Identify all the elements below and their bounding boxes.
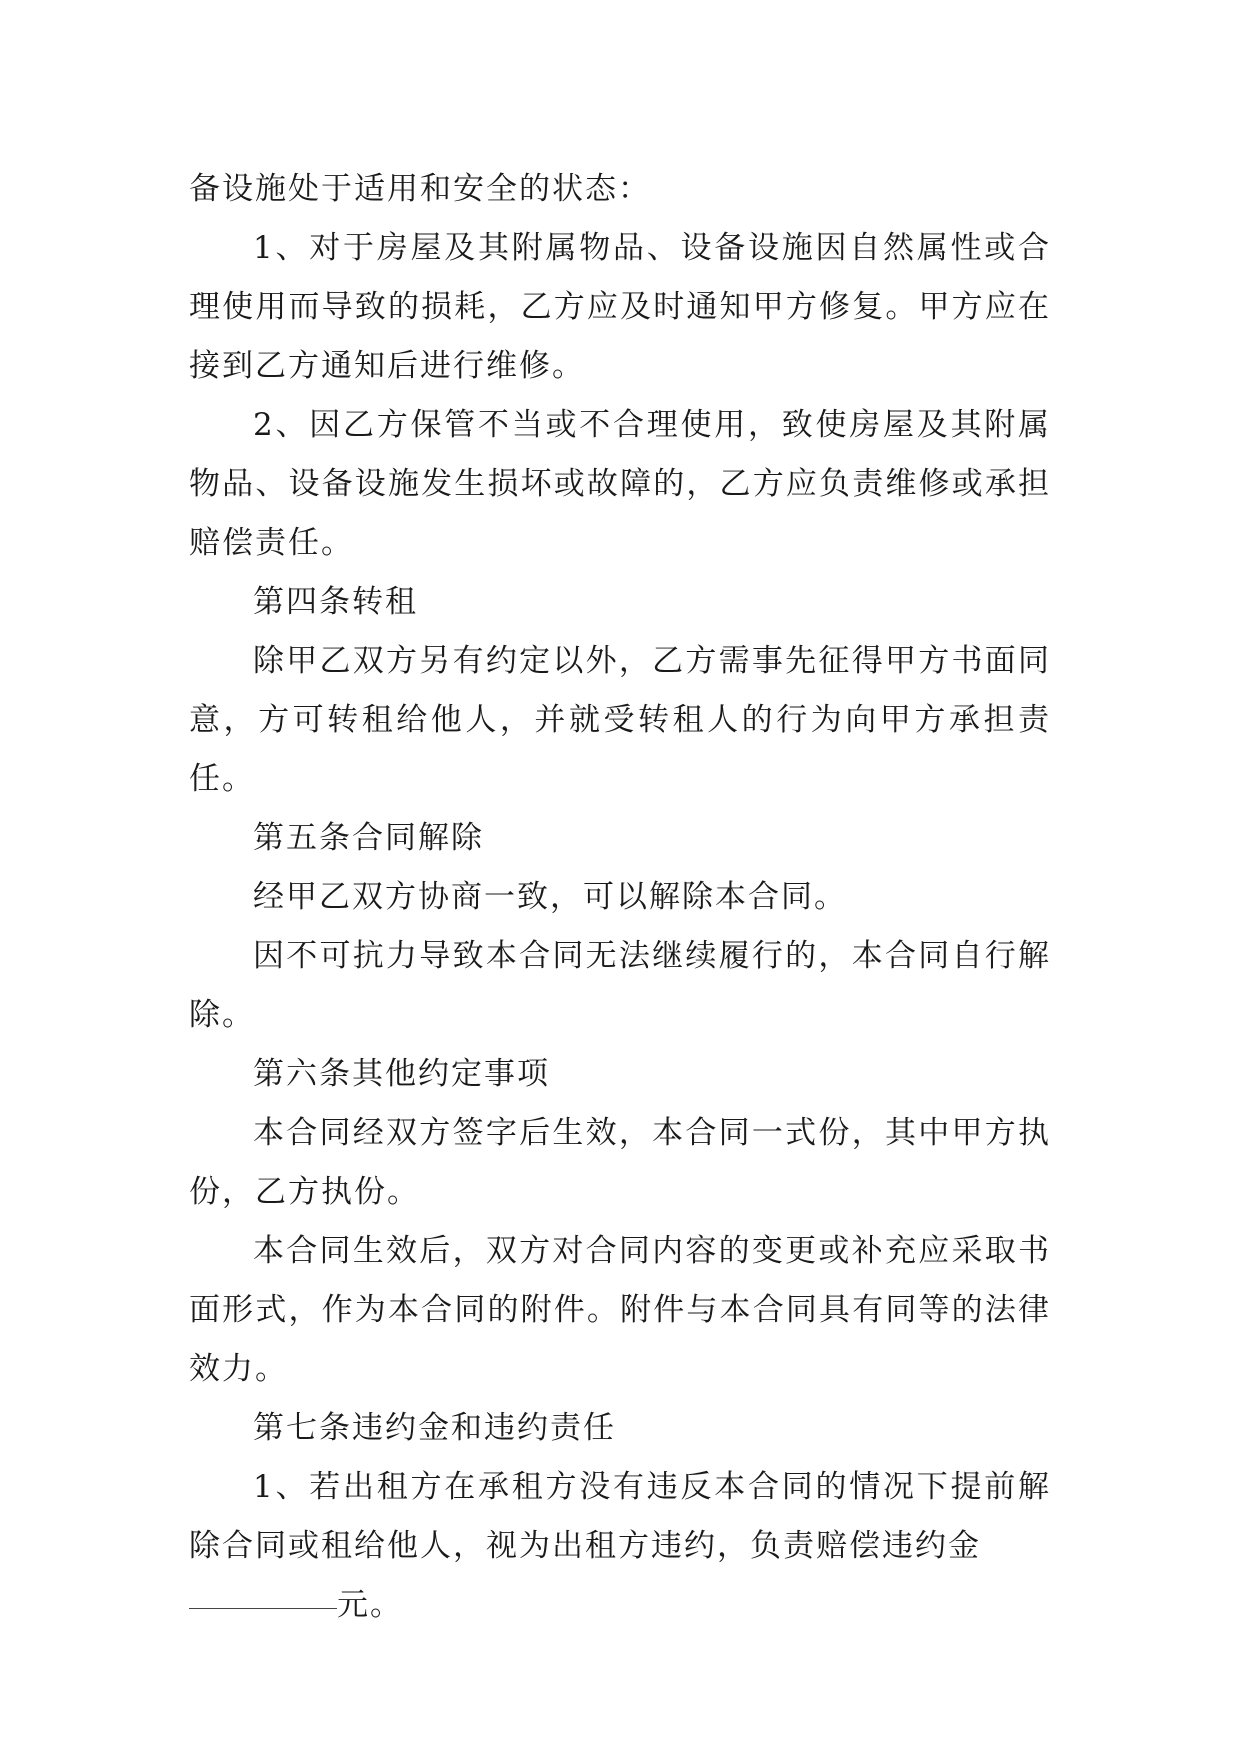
- paragraph-other-1: 本合同经双方签字后生效，本合同一式份，其中甲方执份，乙方执份。: [189, 1115, 1051, 1210]
- paragraph-penalty-text: 1、若出租方在承租方没有违反本合同的情况下提前解除合同或租给他人，视为出租方违约，负责赔偿违约金: [189, 1469, 1051, 1564]
- section-heading-4: 第四条转租: [253, 584, 418, 620]
- paragraph-item-2: 2、因乙方保管不当或不合理使用，致使房屋及其附属物品、设备设施发生损坏或故障的，乙方应负责维修或承担赔偿责任。: [189, 407, 1051, 561]
- section-heading-7: 第七条违约金和违约责任: [253, 1410, 616, 1446]
- paragraph-continuation: 备设施处于适用和安全的状态：: [189, 171, 651, 207]
- paragraph-penalty-1: [189, 1458, 1051, 1635]
- paragraph-sublet: 除甲乙双方另有约定以外，乙方需事先征得甲方书面同意，方可转租给他人，并就受转租人的行为向甲方承担责任。: [189, 643, 1051, 797]
- paragraph-termination-2: 因不可抗力导致本合同无法继续履行的，本合同自行解除。: [189, 938, 1051, 1033]
- document-page: [189, 160, 1051, 1635]
- amount-suffix: 元。: [337, 1587, 403, 1623]
- paragraph-item-1: 1、对于房屋及其附属物品、设备设施因自然属性或合理使用而导致的损耗，乙方应及时通知甲方修复。甲方应在接到乙方通知后进行维修。: [189, 230, 1051, 384]
- amount-blank-line: [189, 1607, 337, 1609]
- section-heading-6: 第六条其他约定事项: [253, 1056, 550, 1092]
- paragraph-other-2: 本合同生效后，双方对合同内容的变更或补充应采取书面形式，作为本合同的附件。附件与本合同具有同等的法律效力。: [189, 1233, 1051, 1387]
- paragraph-termination-1: 经甲乙双方协商一致，可以解除本合同。: [253, 879, 847, 915]
- section-heading-5: 第五条合同解除: [253, 820, 484, 856]
